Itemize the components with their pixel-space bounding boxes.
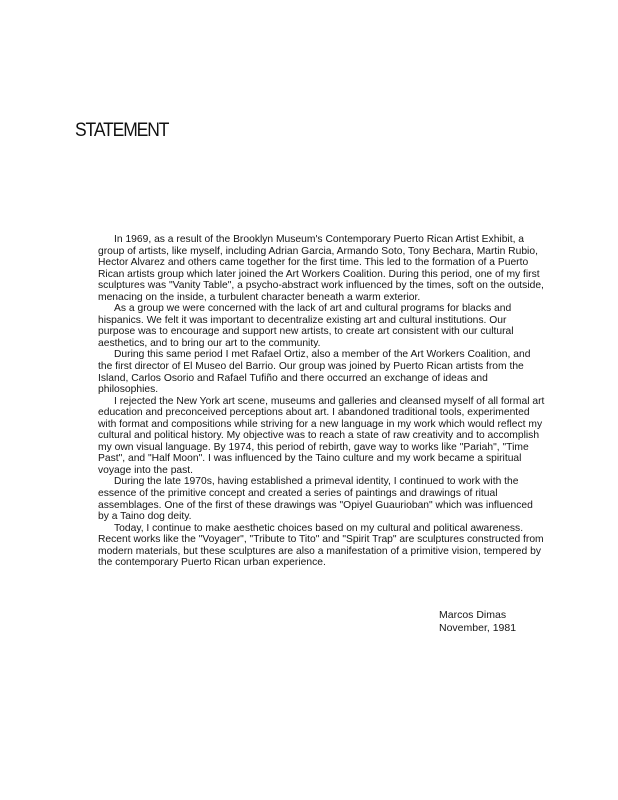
statement-paragraph: In 1969, as a result of the Brooklyn Museum's Contemporary Puerto Rican Artist Exhibit, a group of artists, like myself, including Adrian Garcia, Armando Soto, Tony Bechara, Martin Rubio, Hector Alvarez and others came together for the first time. This led to the formation of a Puerto Rican artists group which later joined the Art Workers Coalition. During this period, one of my first sculptures was "Vanity Table", a psycho-abstract work influenced by the times, soft on the outside, menacing on the inside, a turbulent character beneath a warm exterior. xyxy=(98,234,544,303)
statement-paragraph: Today, I continue to make aesthetic choices based on my cultural and political awareness. Recent works like the "Voyager", "Tribute to Tito" and "Spirit Trap" are sculptures constructed from modern materials, but these sculptures are also a manifestation of a primitive vision, tempered by the contemporary Puerto Rican urban experience. xyxy=(98,522,544,569)
author-name: Marcos Dimas xyxy=(439,609,507,621)
page-title: STATEMENT xyxy=(75,120,169,141)
statement-body xyxy=(98,234,546,569)
signature-date: November, 1981 xyxy=(439,622,517,634)
statement-paragraph: As a group we were concerned with the lack of art and cultural programs for blacks and hispanics. We felt it was important to decentralize existing art and cultural institutions. Our purpose was to encourage and support new artists, to create art consistent with our cultural aesthetics, and to bring our art to the community. xyxy=(98,303,514,349)
statement-paragraph: During this same period I met Rafael Ortiz, also a member of the Art Workers Coalition, and the first director of El Museo del Barrio. Our group was joined by Puerto Rican artists from the Island, Carlos Osorio and Rafael Tufiño and there occurred an exchange of ideas and philosophies. xyxy=(98,349,531,396)
signature-block xyxy=(439,609,516,635)
statement-paragraph: During the late 1970s, having established a primeval identity, I continued to work with the essence of the primitive concept and created a series of paintings and drawings of ritual assemblages. One of the first of these drawings was "Opiyel Guaurioban" which was influenced by a Taino dog deity. xyxy=(98,476,533,523)
statement-paragraph: I rejected the New York art scene, museums and galleries and cleansed myself of all formal art education and preconceived perceptions about art. I abandoned traditional tools, experimented with format and compositions while striving for a new language in my work which would reflect my cultural and political history. My objective was to reach a state of raw creativity and to accomplish my own visual language. By 1974, this period of rebirth, gave way to works like "Pariah", "Time Past", and "Half Moon". I was influenced by the Taino culture and my work became a spiritual voyage into the past. xyxy=(98,395,545,476)
